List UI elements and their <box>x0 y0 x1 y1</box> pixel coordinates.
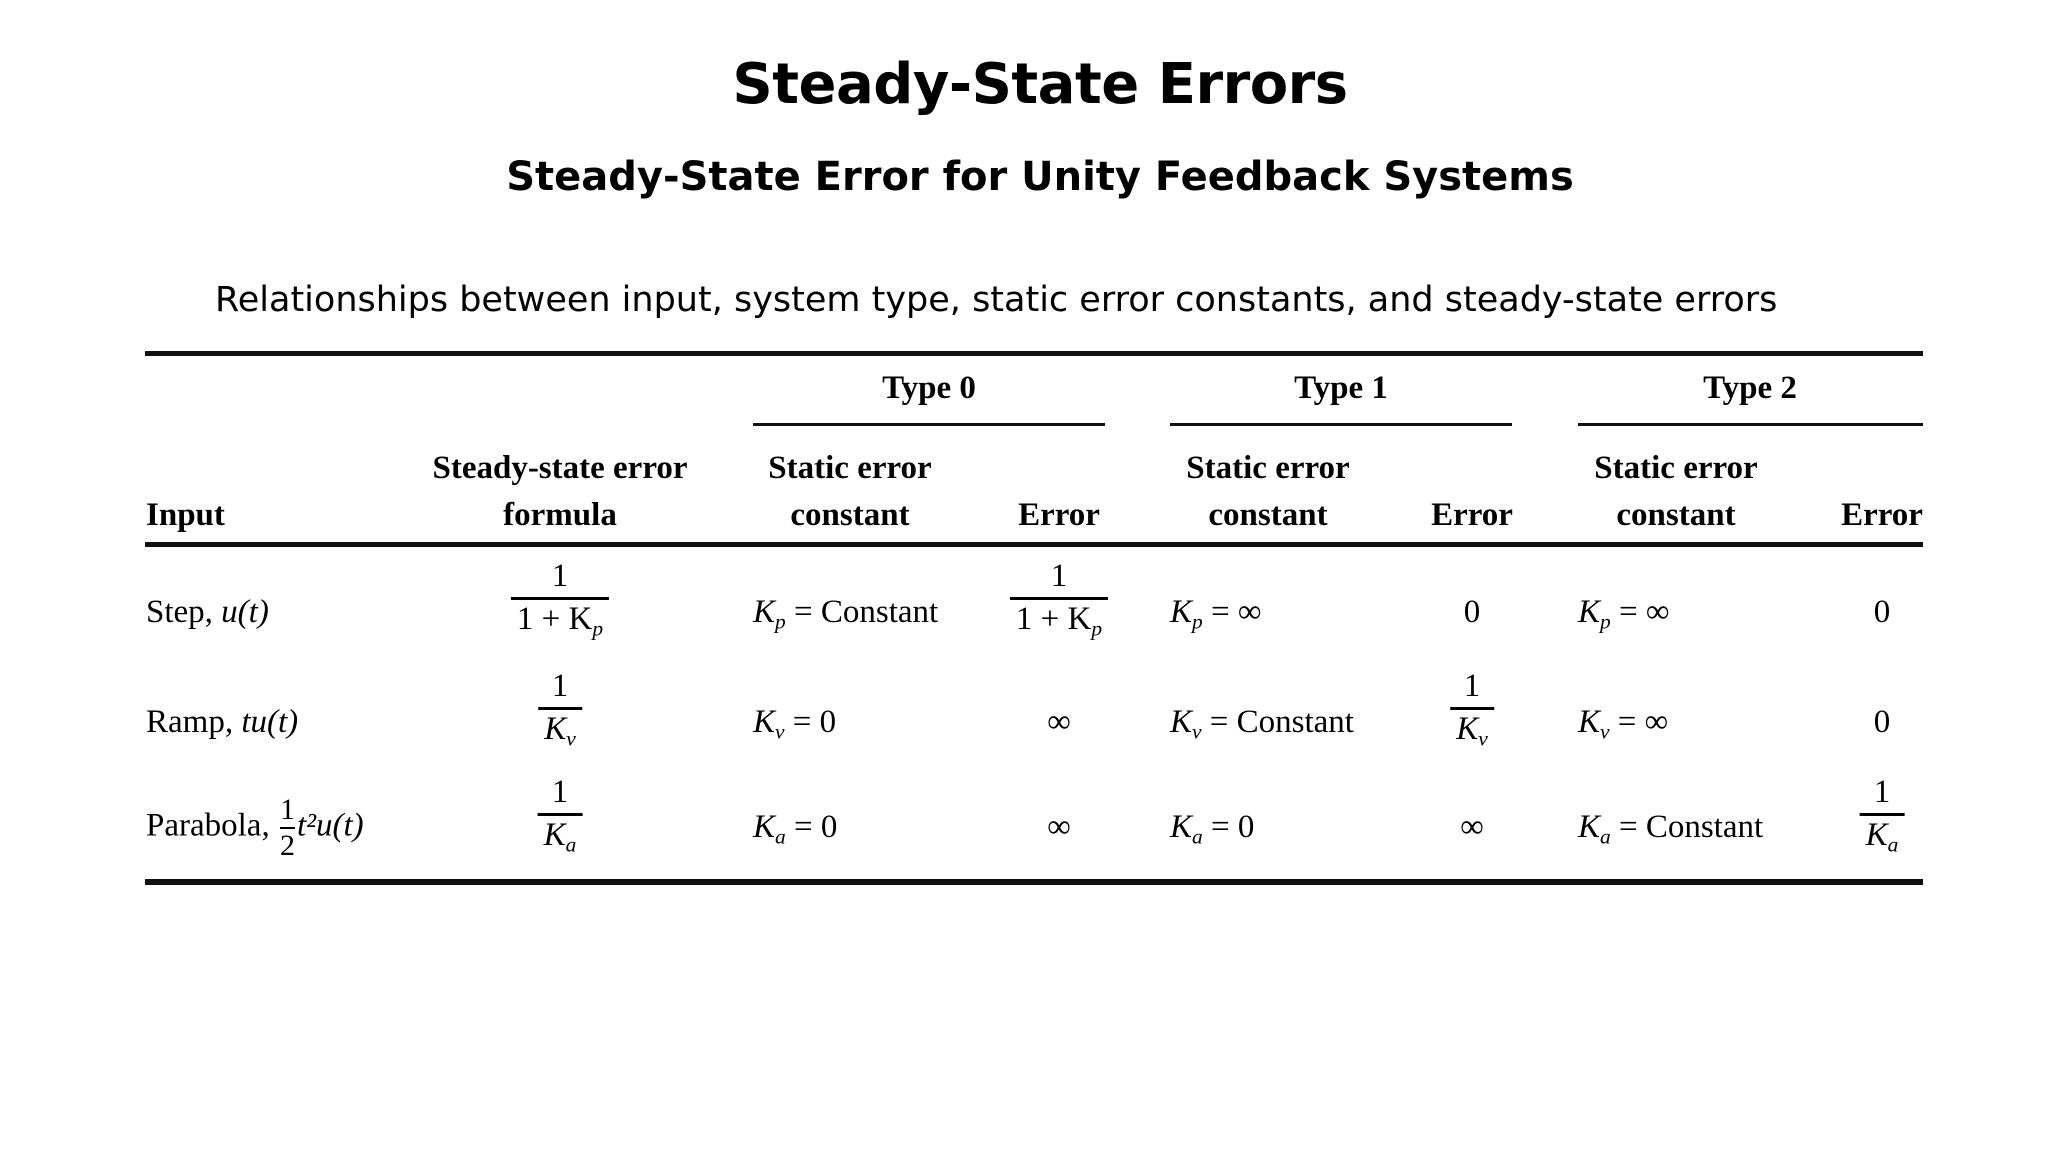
row-step-type0-error: $\frac{1}{1 + K_p}$ <box>1010 560 1108 640</box>
row-step-type1-constant: $K_p$ = ∞ <box>1170 594 1262 634</box>
row-parabola-type2-constant: $K_a$ = Constant <box>1578 809 1764 849</box>
row-ramp-type1-constant: $K_v$ = Constant <box>1170 704 1354 744</box>
row-ramp-input: Ramp, tu(t) <box>146 704 299 740</box>
column-header-type2-error: Error <box>1841 497 1923 533</box>
column-header-type2-constant-line1: Static error <box>1594 450 1758 486</box>
row-ramp-type2-error: 0 <box>1873 704 1891 740</box>
group-header-type2: Type 2 <box>1703 370 1797 406</box>
row-ramp-formula: $\frac{1}{K_v}$ <box>538 670 582 750</box>
row-parabola-type1-error: ∞ <box>1460 809 1484 845</box>
type2-group-rule <box>1578 423 1923 426</box>
row-parabola-type2-error: $\frac{1}{K_a}$ <box>1860 776 1905 856</box>
table-top-rule <box>145 351 1923 356</box>
row-step-type0-constant: $K_p$ = Constant <box>753 594 939 634</box>
row-parabola-type0-error: ∞ <box>1047 809 1071 845</box>
column-header-formula-line1: Steady-state error <box>432 450 688 486</box>
type0-group-rule <box>753 423 1105 426</box>
one-half-fraction: $\frac{1}{2}$ <box>279 793 295 862</box>
row-ramp-type2-constant: $K_v$ = ∞ <box>1578 704 1669 744</box>
row-parabola-input: Parabola, $\frac{1}{2}$ t²u(t) <box>146 793 364 862</box>
column-header-type0-constant-line1: Static error <box>768 450 932 486</box>
row-step-type2-error: 0 <box>1873 594 1891 630</box>
column-header-type1-constant-line1: Static error <box>1186 450 1350 486</box>
column-header-type2-constant-line2: constant <box>1616 497 1736 533</box>
row-parabola-type0-constant: $K_a = 0$ <box>753 809 838 849</box>
column-header-type1-constant-line2: constant <box>1208 497 1328 533</box>
row-step-type1-error: 0 <box>1463 594 1481 630</box>
row-step-input: Step, u(t) <box>146 594 269 630</box>
column-header-type0-error: Error <box>1018 497 1100 533</box>
row-ramp-type0-error: ∞ <box>1047 704 1071 740</box>
header-bottom-rule <box>145 542 1923 547</box>
group-header-type1: Type 1 <box>1294 370 1388 406</box>
row-ramp-type1-error: $\frac{1}{K_v}$ <box>1450 670 1494 750</box>
column-header-formula-line2: formula <box>503 497 617 533</box>
table-caption: Relationships between input, system type, static error constants, and steady-state errors <box>215 280 1778 320</box>
row-parabola-formula: $\frac{1}{K_a}$ <box>538 776 583 856</box>
type1-group-rule <box>1170 423 1512 426</box>
row-parabola-type1-constant: $K_a = 0$ <box>1170 809 1255 849</box>
column-header-input: Input <box>146 497 225 533</box>
row-ramp-type0-constant: $K_v = 0$ <box>753 704 837 744</box>
column-header-type1-error: Error <box>1431 497 1513 533</box>
group-header-type0: Type 0 <box>882 370 976 406</box>
row-step-formula: $\frac{1}{1 + K_p}$ <box>511 560 609 640</box>
slide-subtitle: Steady-State Error for Unity Feedback Systems <box>506 154 1574 200</box>
column-header-type0-constant-line2: constant <box>790 497 910 533</box>
table-bottom-rule <box>145 879 1923 885</box>
slide-title: Steady-State Errors <box>732 52 1348 117</box>
row-step-type2-constant: $K_p$ = ∞ <box>1578 594 1670 634</box>
